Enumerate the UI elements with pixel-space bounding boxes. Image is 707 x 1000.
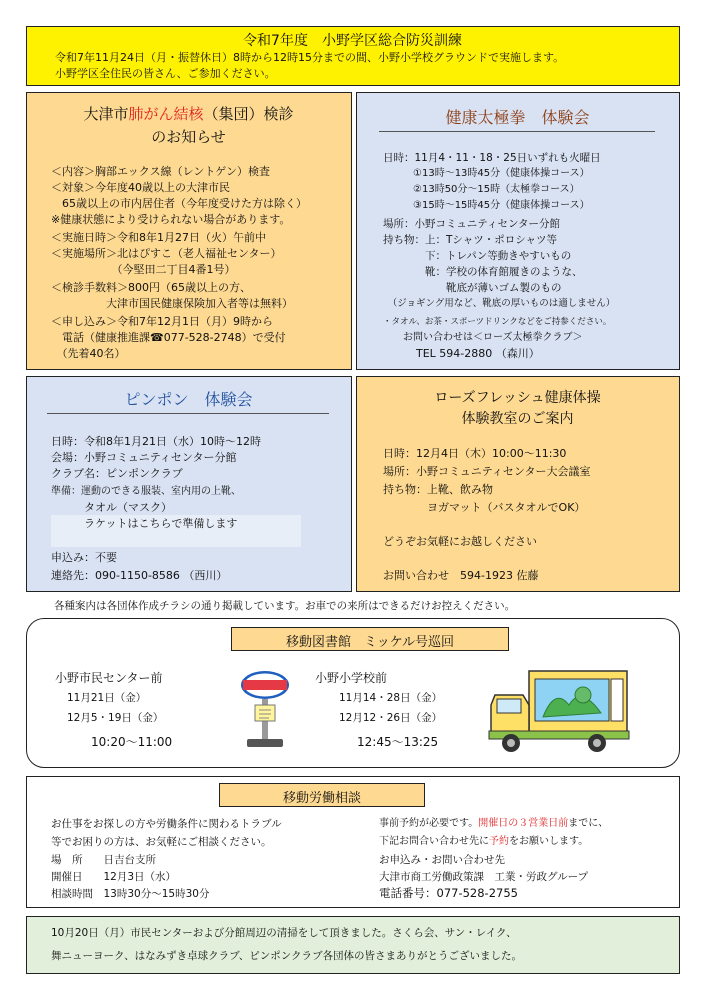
drill-banner [26,26,680,86]
taichi-title-underline [379,131,655,132]
pingpong-title-underline [47,413,329,414]
rose-title-2: 体験教室のご案内 [461,411,574,427]
labor-r2-pre: 下記お問合い合わせ先に [379,836,489,847]
screening-line: ＜検診手数料＞800円（65歳以上の方、 [51,281,251,294]
taichi-line: （ジョギング用など、靴底の厚いものは適しません） [383,298,616,309]
rose-welcome: どうぞお気軽にお越しください [383,535,537,548]
screening-line: （今堅田二丁目4番1号） [51,263,236,276]
taichi-line: 日時：11月4・11・18・25日いずれも火曜日 [383,152,601,164]
labor-r1-red: 開催日の３営業日前 [478,818,569,829]
screening-line: ＜対象＞今年度40歳以上の大津市民 [51,181,230,194]
drill-line-1: 令和7年11月24日（月・振替休日）8時から12時15分までの間、小野小学校グラウンドで実施します。 [55,51,565,64]
library-loc1-name: 小野市民センター前 [55,671,163,685]
taichi-title: 健康太極拳 体験会 [445,108,590,127]
rose-line: 場所：小野コミュニティセンター大会議室 [383,465,591,478]
labor-right-line-5: 電話番号：077-528-2755 [379,886,518,900]
labor-left-line: 等でお困りの方は、お気軽にご相談ください。 [51,836,272,848]
library-loc2-time: 12:45～13:25 [357,735,439,749]
taichi-panel [356,92,680,370]
screening-line: ＜実施日時＞令和8年1月27日（火）午前中 [51,231,266,244]
labor-right-line-2 [379,835,588,849]
labor-title-box [219,783,425,807]
bus-stop-icon [233,667,297,751]
labor-r2-red: 予約 [489,836,509,847]
taichi-line: 下：トレパン等動きやすいもの [383,250,572,262]
screening-line: 大津市国民健康保険加入者等は無料） [51,297,293,310]
labor-r1-pre: 事前予約が必要です。 [379,818,479,829]
screening-line: ＜申し込み＞令和7年12月1日（月）9時から [51,315,273,328]
labor-left-line: 開催日 12月3日（水） [51,871,177,883]
labor-left-line: お仕事をお探しの方や労働条件に関わるトラブル [51,818,282,830]
screening-panel [26,92,352,370]
library-loc1-date: 11月21日（金） [67,692,147,704]
library-panel [26,618,680,768]
labor-panel [26,776,680,908]
rose-line: ヨガマット（バスタオルでOK） [383,501,586,514]
rose-panel [356,376,680,592]
screening-title-2: のお知らせ [151,128,226,146]
labor-right-line-3: お申込み・お問い合わせ先 [379,854,505,866]
rose-contact: お問い合わせ 594-1923 佐藤 [383,569,539,582]
taichi-line: ③15時～15時45分（健康体操コース） [383,200,590,211]
screening-line: ＜実施場所＞北はぴすこ（老人福祉センター） [51,247,282,260]
screening-line: 電話（健康推進課☎077-528-2748）で受付 [51,331,286,344]
pingpong-apply: 申込み：不要 [51,551,117,564]
taichi-line: 靴：学校の体育館履きのような、 [383,266,583,278]
taichi-line: ②13時50分～15時（太極拳コース） [383,184,580,195]
rose-title-1: ローズフレッシュ健康体操 [434,390,601,406]
labor-left-line: 場 所 日吉台支所 [51,854,156,866]
taichi-line: 場所：小野コミュニティセンター分館 [383,218,561,230]
screening-line: （先着40名） [51,347,126,360]
pingpong-line: タオル（マスク） [51,501,172,514]
notice-line: 各種案内は各団体作成チラシの通り掲載しています。お車での来所はできるだけお控えください。 [54,600,516,612]
drill-title: 令和7年度 小野学区総合防災訓練 [243,33,462,49]
library-title-box [231,627,509,651]
labor-left-line: 相談時間 13時30分～15時30分 [51,888,210,900]
thanks-line-1: 10月20日（月）市民センターおよび分館周辺の清掃をして頂きました。さくら会、サン・レイク、 [51,927,517,939]
screening-line: 65歳以上の市内居住者（今年度受けた方は除く） [51,197,307,210]
library-loc1-date: 12月5・19日（金） [67,712,164,724]
pingpong-title: ピンポン 体験会 [124,390,253,409]
pingpong-line: 準備：運動のできる服装、室内用の上靴、 [51,486,241,497]
taichi-line: 持ち物：上：Tシャツ・ポロシャツ等 [383,234,557,246]
labor-title: 移動労働相談 [282,791,361,806]
pingpong-line: 日時：令和8年1月21日（水）10時～12時 [51,435,261,448]
pingpong-line: 会場：小野コミュニティセンター分館 [51,451,237,464]
thanks-line-2: 舞ニューヨーク、はなみずき卓球クラブ、ピンポンクラブ各団体の皆さまありがとうございました。 [51,950,523,962]
labor-r1-post: までに、 [568,818,609,829]
screening-title [27,103,350,124]
screening-line: ※健康状態により受けられない場合があります。 [51,213,291,226]
pingpong-contact: 連絡先：090-1150-8586 （西川） [51,569,228,582]
drill-line-2: 小野学区全住民の皆さん、ご参加ください。 [55,67,276,80]
library-title: 移動図書館 ミッケル号巡回 [285,635,455,650]
thanks-panel [26,916,680,974]
library-bus-icon [485,665,635,757]
screening-line: ＜内容＞胸部エックス線（レントゲン）検査 [51,165,270,178]
screening-title-post: （集団）検診 [203,105,294,123]
pingpong-panel [26,376,352,592]
rose-line: 持ち物：上靴、飲み物 [383,483,493,496]
taichi-line: ・タオル、お茶・スポーツドリンクなどをご持参ください。 [383,317,612,327]
pingpong-line: ラケットはこちらで準備します [51,517,238,530]
library-loc2-date: 11月14・28日（金） [339,692,443,704]
taichi-line: 靴底が薄いゴム製のもの [383,282,562,294]
library-loc2-name: 小野小学校前 [315,671,388,685]
library-loc2-date: 12月12・26日（金） [339,712,443,724]
taichi-line: ①13時～13時45分（健康体操コース） [383,168,590,179]
rose-line: 日時：12月4日（木）10:00～11:30 [383,447,567,460]
taichi-line: お問い合わせは＜ローズ太極拳クラブ＞ [383,332,583,343]
labor-right-line-4: 大津市商工労働政策課 工業・労政グループ [379,871,589,883]
labor-r2-post: をお願いします。 [509,836,589,847]
taichi-line: TEL 594-2880 （森川） [383,347,540,360]
screening-title-red: 肺がん結核 [128,105,204,123]
labor-right-line-1 [379,817,608,831]
pingpong-line: クラブ名：ピンポンクラブ [51,467,183,480]
screening-title-pre: 大津市 [83,105,129,123]
library-loc1-time: 10:20～11:00 [91,735,173,749]
